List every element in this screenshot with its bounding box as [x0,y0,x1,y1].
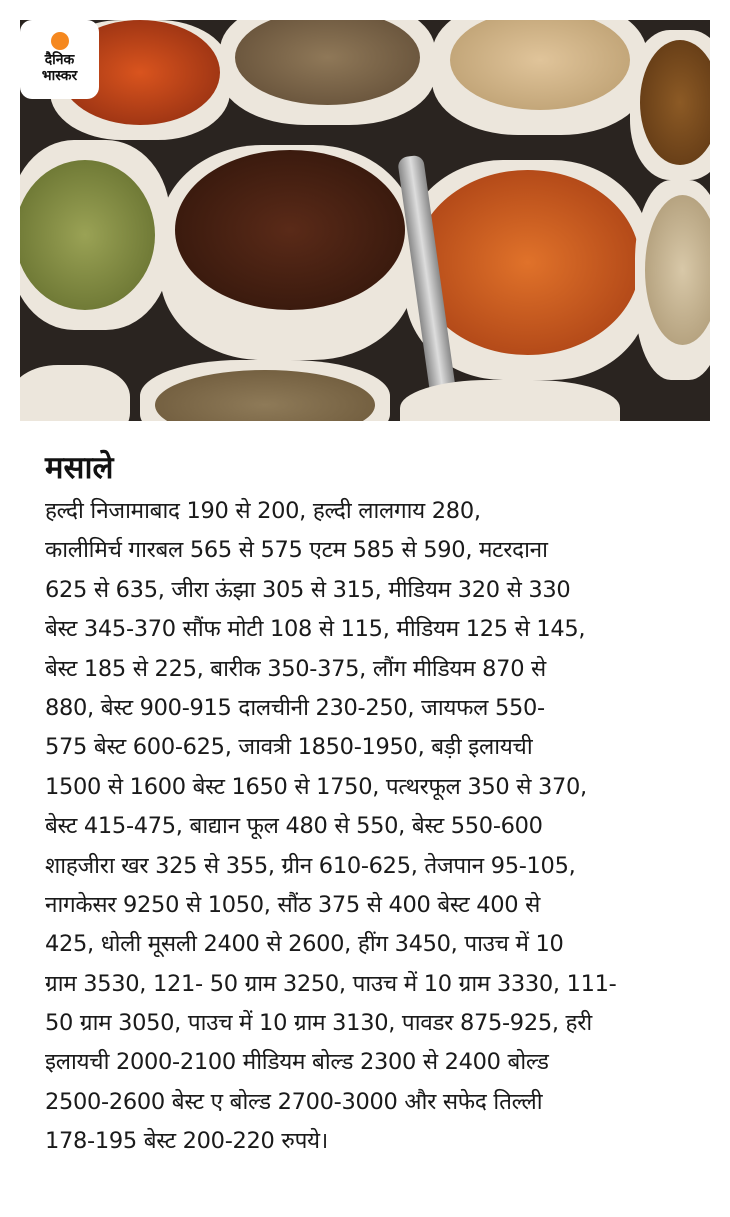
bag-rim [20,365,130,421]
article-line: इलायची 2000-2100 मीडियम बोल्ड 2300 से 2400 बोल्ड [45,1049,549,1076]
logo-text: दैनिक भास्कर [41,52,78,84]
bag-rim [400,380,620,421]
article-line: शाहजीरा खर 325 से 355, ग्रीन 610-625, तेजपान 95-105, [45,852,576,879]
article-line: नागकेसर 9250 से 1050, सौंठ 375 से 400 बेस्ट 400 से [45,891,541,918]
article-body [45,492,725,1162]
article-line: 50 ग्राम 3050, पाउच में 10 ग्राम 3130, पावडर 875-925, हरी [45,1010,592,1037]
article-line: 2500-2600 बेस्ट ए बोल्ड 2700-3000 और सफेद तिल्ली [45,1088,543,1115]
article-line: 1500 से 1600 बेस्ट 1650 से 1750, पत्थरफूल 350 से 370, [45,773,587,800]
article-line: हल्दी निजामाबाद 190 से 200, हल्दी लालगाय 280, [45,498,481,524]
dainik-bhaskar-logo [20,20,99,99]
spice-bag [640,40,710,165]
article-line: बेस्ट 345-370 सौंफ मोटी 108 से 115, मीडियम 125 से 145, [45,616,586,643]
spices-photo [20,20,710,421]
cardamom-bag [20,160,155,310]
article-line: कालीमिर्च गारबल 565 से 575 एटम 585 से 590, मटरदाना [45,537,548,564]
article-line: ग्राम 3530, 121- 50 ग्राम 3250, पाउच में 10 ग्राम 3330, 111- [45,970,617,997]
article-line: 625 से 635, जीरा ऊंझा 305 से 315, मीडियम 320 से 330 [45,576,571,603]
sun-icon [51,32,69,50]
article-line: 880, बेस्ट 900-915 दालचीनी 230-250, जायफल 550- [45,694,545,721]
spice-bag [645,195,710,345]
section-heading: मसाले [45,450,114,486]
article-line: 575 बेस्ट 600-625, जावत्री 1850-1950, बड़ी इलायची [45,734,533,761]
mace-bag [415,170,640,355]
article-line: 178-195 बेस्ट 200-220 रुपये। [45,1128,329,1155]
star-anise-bag [175,150,405,310]
article-line: बेस्ट 415-475, बाद्यान फूल 480 से 550, बेस्ट 550-600 [45,813,543,840]
article-line: 425, धोली मूसली 2400 से 2600, हींग 3450, पाउच में 10 [45,931,564,958]
article-line: बेस्ट 185 से 225, बारीक 350-375, लौंग मीडियम 870 से [45,655,546,682]
